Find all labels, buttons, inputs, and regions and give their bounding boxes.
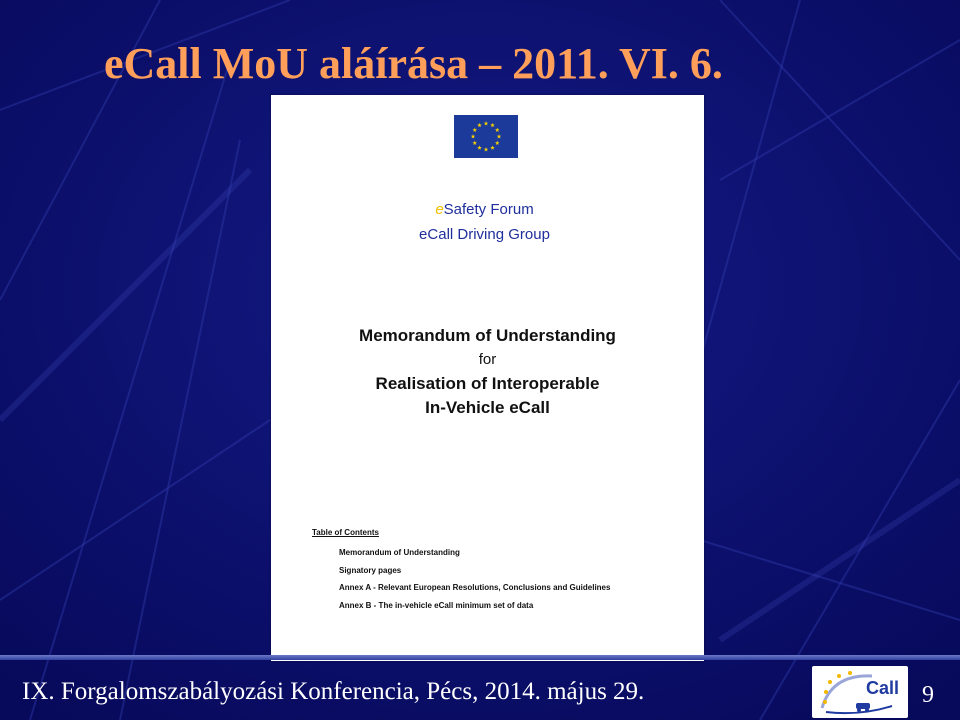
- ecall-logo-icon: [812, 666, 908, 718]
- flag-star: [495, 141, 500, 145]
- toc-item: Annex B - The in-vehicle eCall minimum set of data: [339, 600, 534, 610]
- toc-item: Signatory pages: [339, 565, 402, 575]
- flag-star: [484, 147, 489, 151]
- driving-group-label: eCall Driving Group: [419, 226, 550, 243]
- forum-prefix: e: [435, 201, 444, 218]
- flag-star: [484, 121, 489, 125]
- document-page: [271, 95, 704, 661]
- mou-title-line3: Realisation of Interoperable: [375, 374, 600, 393]
- toc-item: Annex A - Relevant European Resolutions, Conclusions and Guidelines: [339, 583, 611, 592]
- flag-star: [471, 134, 476, 138]
- page-number: 9: [922, 682, 934, 708]
- flag-star: [495, 128, 500, 132]
- toc-list: [312, 548, 610, 611]
- flag-star: [472, 128, 477, 132]
- flag-star: [497, 134, 502, 138]
- footer-conference-text: IX. Forgalomszabályozási Konferencia, Pécs, 2014. május 29.: [22, 678, 645, 705]
- flag-star: [490, 145, 495, 149]
- mou-title-block: [271, 324, 704, 420]
- toc-title: Table of Contents: [312, 528, 379, 537]
- flag-star: [477, 123, 482, 127]
- toc-item: Memorandum of Understanding: [339, 548, 460, 557]
- esafety-forum-label: [268, 201, 701, 219]
- flag-star: [490, 123, 495, 127]
- mou-title-line1: Memorandum of Understanding: [359, 326, 616, 345]
- eu-flag-icon: [454, 115, 518, 158]
- mou-title-line2: for: [478, 351, 497, 368]
- mou-title-line4: In-Vehicle eCall: [425, 398, 550, 417]
- flag-star: [477, 145, 482, 149]
- slide-title: eCall MoU aláírása – 2011. VI. 6.: [104, 39, 723, 88]
- table-of-contents: [312, 528, 610, 618]
- footer-divider: [0, 655, 960, 660]
- forum-name: Safety Forum: [443, 201, 534, 218]
- logo-text: Call: [866, 678, 900, 698]
- flag-star: [472, 141, 477, 145]
